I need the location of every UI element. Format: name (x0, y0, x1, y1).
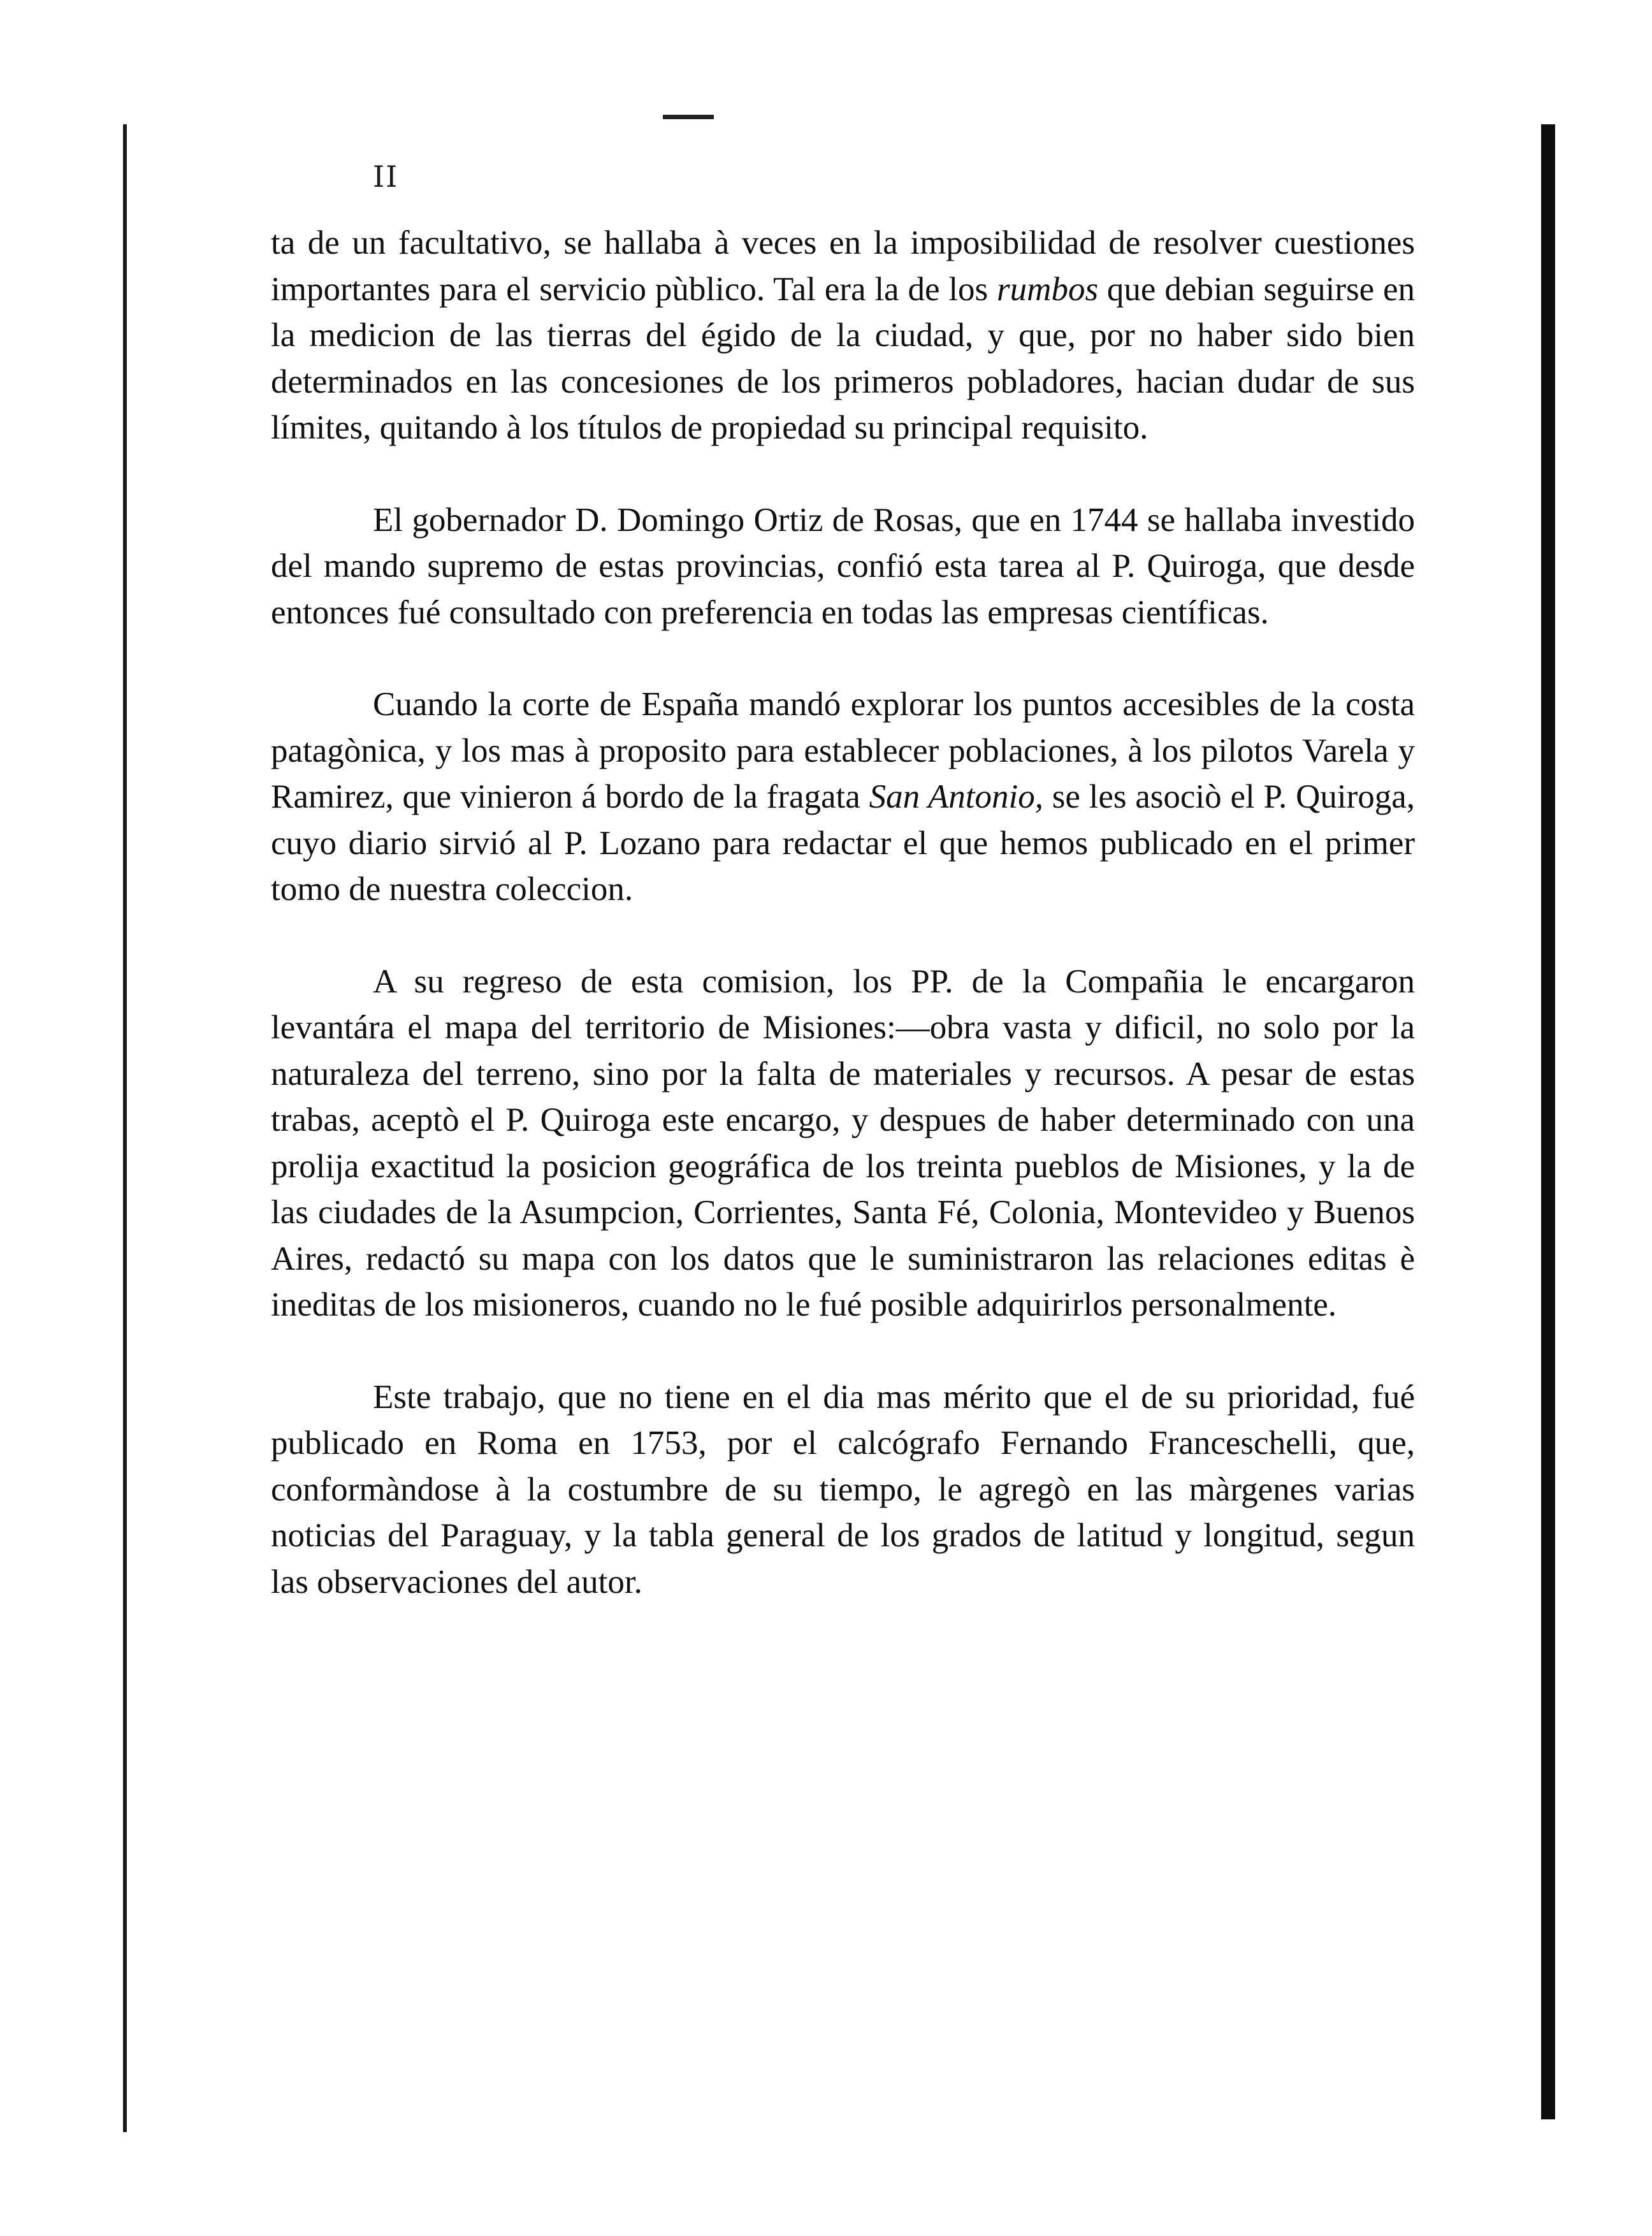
paragraph-3-after: se les asociò el P. Quiroga, cuyo diario sirvió al P. Lozano para redactar el que hemos publicado en el primer tomo de nuestra coleccion. (271, 778, 1415, 908)
body-text (271, 220, 1415, 1605)
paragraph-3 (271, 681, 1415, 913)
top-ink-mark (663, 115, 714, 119)
paragraph-1 (271, 220, 1415, 451)
left-margin-rule (123, 124, 127, 2132)
right-margin-rule (1541, 124, 1555, 2119)
paragraph-2: El gobernador D. Domingo Ortiz de Rosas, que en 1744 se hallaba investido del mando supremo de estas provincias, confió esta tarea al P. Quiroga, que desde entonces fué consultado con preferencia en todas las empresas científicas. (271, 501, 1415, 631)
paragraph-1-italic: rumbos (997, 270, 1099, 308)
paragraph-1-before: ta de un facultativo, se hallaba à veces en la imposibilidad de resolver cuestiones importantes para el servicio pùblico. Tal era la de los (271, 224, 1415, 308)
paragraph-1-after: que debian seguirse en la medicion de las tierras del égido de la ciudad, y que, por no haber sido bien determinados en las concesiones de los primeros pobladores, hacian dudar de sus límites, quitando à los títulos de propiedad su principal requisito. (271, 270, 1416, 446)
paragraph-5: Este trabajo, que no tiene en el dia mas mérito que el de su prioridad, fué publicado en Roma en 1753, por el calcógrafo Fernando Franceschelli, que, conformàndose à la costumbre de su tiempo, le agregò en las màrgenes varias noticias del Paraguay, y la tabla general de los grados de latitud y longitud, segun las observaciones del autor. (271, 1378, 1415, 1601)
page-number: II (373, 159, 399, 194)
paragraph-4: A su regreso de esta comision, los PP. de la Compañia le encargaron levantára el mapa del territorio de Misiones:—obra vasta y dificil, no solo por la naturaleza del terreno, sino por la falta de materiales y recursos. A pesar de estas trabas, aceptò el P. Quiroga este encargo, y despues de haber determinado con una prolija exactitud la posicion geográfica de los treinta pueblos de Misiones, y la de las ciudades de la Asumpcion, Corrientes, Santa Fé, Colonia, Montevideo y Buenos Aires, redactó su mapa con los datos que le suministraron las relaciones editas è ineditas de los misioneros, cuando no le fué posible adquirirlos personalmente. (271, 962, 1415, 1323)
paragraph-3-italic: San Antonio, (869, 778, 1043, 815)
paragraph-3-before: Cuando la corte de España mandó explorar los puntos accesibles de la costa patagònica, y los mas à proposito para establecer poblaciones, à los pilotos Varela y Ramirez, que vinieron á bordo de la fragata (271, 686, 1415, 815)
